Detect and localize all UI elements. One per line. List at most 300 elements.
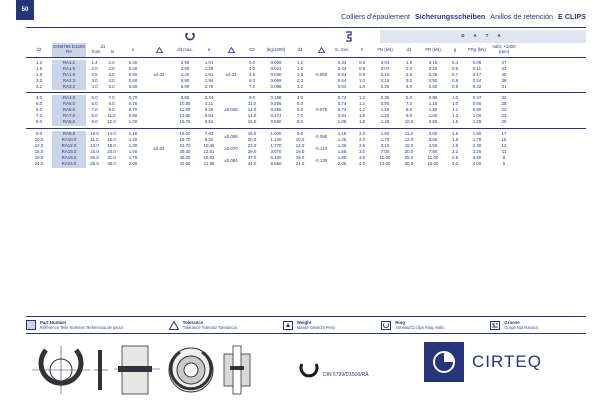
table-cell: 6.0 — [91, 101, 98, 107]
table-cell: 8.0 — [296, 119, 304, 125]
col-nabl: nabl. ×1000 (rpm) — [492, 44, 516, 54]
table-cell: 0.74 — [337, 107, 347, 113]
top-rule — [26, 27, 586, 28]
table-cell: 1.0 — [358, 83, 366, 89]
table-cell: 1.10 — [380, 107, 390, 113]
part-number-cell: RA3.2 — [62, 83, 76, 89]
tolerance-value: ±0.04 — [225, 71, 237, 77]
table-cell: 4.0 — [296, 95, 304, 101]
table-cell: 15.0 — [295, 148, 305, 154]
col-c2 — [242, 60, 262, 90]
table-cell: 0.4 — [451, 59, 459, 65]
table-cell: 1.8 — [451, 136, 459, 142]
table-cell: 15.0 — [34, 148, 44, 154]
table-cell: 1.2 — [358, 95, 366, 101]
table-cell: 25.0 — [404, 154, 414, 160]
table-cell: 2.0 — [91, 65, 98, 71]
table-cell: 47 — [501, 59, 507, 65]
table-cell: 7.0 — [108, 95, 115, 101]
col-d4max: d4 max. — [177, 46, 193, 52]
col-a — [198, 60, 220, 90]
table-cell: 1.4 — [91, 59, 98, 65]
table-cell: 28 — [501, 101, 507, 107]
col-fn — [372, 131, 398, 168]
table-cell: 42 — [501, 65, 507, 71]
table-cell: 5.0 — [108, 83, 115, 89]
col-mmin: m. min. — [334, 46, 350, 52]
table-cell: 19.0 — [295, 154, 305, 160]
table-cell: 15.0 — [404, 142, 414, 148]
table-cell: 2.5 — [108, 65, 115, 71]
col-d2 — [26, 60, 52, 90]
table-cell: 1.9 — [35, 71, 43, 77]
table-cell: 1.75 — [128, 154, 138, 160]
table-cell: 4.50 — [428, 142, 438, 148]
table-cell: 0.90 — [380, 101, 390, 107]
table-cell: 0.15 — [380, 77, 390, 83]
swatch-icon — [26, 320, 36, 330]
table-cell: 0.64 — [337, 83, 347, 89]
table-cell: 1.0 — [358, 77, 366, 83]
table-cell: 20.0 — [247, 136, 257, 142]
table-cell: 12.0 — [404, 136, 414, 142]
table-cell: 2.5 — [451, 154, 459, 160]
table-cell: 0.7 — [451, 71, 459, 77]
table-cell: 23.0 — [247, 142, 257, 148]
table-cell: 1.2 — [296, 59, 304, 65]
table-cell: 1.0 — [451, 101, 459, 107]
col-tol-d3 — [310, 43, 332, 57]
e-clip-icon — [146, 30, 234, 43]
table-cell: 24.0 — [295, 160, 305, 166]
headline — [341, 12, 586, 21]
table-cell: 30.0 — [404, 160, 414, 166]
table-cell: 7.80 — [428, 148, 438, 154]
table-cell: 3.50 — [428, 136, 438, 142]
col-d1f — [86, 95, 103, 125]
table-cell: 8.550 — [270, 160, 282, 166]
table-cell: 1.15 — [428, 101, 438, 107]
col-mmin — [332, 131, 352, 168]
table-cell: 9.0 — [296, 130, 304, 136]
assembly-side-diagram — [220, 344, 254, 396]
table-cell: 1.5 — [358, 113, 366, 119]
table-cell: 12.0 — [247, 107, 257, 113]
clip-front-diagram — [28, 344, 94, 396]
col-c2 — [242, 131, 262, 168]
table-cell: 5.0 — [35, 101, 43, 107]
table-cell: 2.0 — [108, 59, 115, 65]
table-cell: 3.10 — [380, 142, 390, 148]
table-cell: 2.05 — [337, 160, 347, 166]
col-a — [198, 131, 220, 168]
legend-tolerance: Tolerance Tolérance Toleranz Tolerancia — [169, 320, 237, 330]
table-cell: 40 — [501, 71, 507, 77]
data-header: D A T A — [380, 30, 586, 43]
table-group — [26, 58, 586, 92]
table-cell: 1.35 — [428, 107, 438, 113]
table-cell: 9.0 — [405, 113, 413, 119]
col-tol-a — [220, 43, 242, 57]
table-cell: 2.0 — [358, 130, 366, 136]
table-cell: 1.2 — [35, 59, 43, 65]
table-cell: 18.20 — [179, 130, 191, 136]
table-cell: 11.00 — [427, 154, 439, 160]
legend-bar — [26, 316, 586, 334]
table-cell: 3.00 — [428, 130, 438, 136]
tolerance-value: ±0.02 — [153, 71, 165, 77]
table-cell: 13.00 — [379, 160, 391, 166]
col-fr — [420, 60, 446, 90]
standard-label: DIN 6799/D1500/RA — [323, 372, 369, 378]
tolerance-value: ±0.058 — [224, 133, 238, 139]
table-cell: 12.0 — [295, 142, 305, 148]
table-cell: 29.0 — [247, 148, 257, 154]
table-cell: 10.45 — [203, 142, 215, 148]
tolerance-value: -0.075 — [314, 107, 328, 113]
table-cell: 1.3 — [451, 113, 459, 119]
col-fr — [420, 131, 446, 168]
table-cell: 8.0 — [405, 107, 413, 113]
tolerance-value: ±0.084 — [224, 157, 238, 163]
table-cell: 0.60 — [128, 77, 138, 83]
table-cell: 0.040 — [270, 71, 282, 77]
table-cell: 0.04 — [380, 59, 390, 65]
col-fr — [420, 95, 446, 125]
table-cell: 0.40 — [128, 65, 138, 71]
table-cell: 1.30 — [128, 142, 138, 148]
table-cell: 1.25 — [337, 136, 347, 142]
col-d1f — [86, 60, 103, 90]
part-number-cell: RA5.0 — [62, 101, 76, 107]
table-cell: 1.01 — [204, 59, 214, 65]
table-cell: 3.20 — [472, 148, 482, 154]
tolerance-cell — [220, 131, 242, 168]
table-cell: 2.0 — [405, 65, 413, 71]
table-cell: 6 — [502, 160, 506, 166]
legend-ring: Ring Anneau/Circlips Ring Anillo — [381, 320, 444, 330]
col-a: a — [207, 46, 211, 52]
weight-icon — [283, 321, 293, 330]
table-cell: 21.88 — [203, 160, 215, 166]
table-cell: 0.17 — [472, 71, 482, 77]
table-cell: 2.5 — [358, 142, 366, 148]
part-number-cell: RA24.0 — [61, 160, 77, 166]
tolerance-cell — [310, 60, 332, 90]
table-cell: 4.00 — [472, 160, 482, 166]
table-cell: 0.74 — [337, 101, 347, 107]
table-cell: 32 — [501, 95, 507, 101]
col-n — [352, 95, 372, 125]
table-cell: 6.0 — [296, 107, 304, 113]
table-cell: 1.40 — [380, 119, 390, 125]
table-cell: 7.0 — [405, 101, 413, 107]
part-number-cell: RA2.3 — [62, 77, 76, 83]
col-g — [446, 60, 464, 90]
table-cell: 0.90 — [128, 113, 138, 119]
triangle-icon — [228, 47, 235, 53]
table-cell: 0.021 — [270, 65, 282, 71]
table-cell: 0.80 — [472, 107, 482, 113]
table-cell: 1.5 — [296, 65, 304, 71]
table-cell: 1.00 — [472, 113, 482, 119]
table-cell: 6.0 — [248, 77, 256, 83]
table-cell: 0.94 — [337, 113, 347, 119]
col-tol-s — [146, 43, 172, 57]
table-cell: 6.90 — [180, 83, 190, 89]
table-cell: 6.0 — [35, 107, 43, 113]
tolerance-value: ±0.048 — [224, 107, 238, 113]
table-cell: 1.80 — [337, 154, 347, 160]
table-cell: 1.8 — [358, 119, 366, 125]
table-cell: 0.474 — [270, 113, 282, 119]
table-cell: 7.00 — [380, 148, 390, 154]
table-cell: 11.0 — [247, 101, 257, 107]
table-cell: 0.50 — [428, 77, 438, 83]
table-cell: 0.6 — [358, 59, 366, 65]
table-cell: 1.9 — [451, 142, 459, 148]
table-cell: 4.11 — [204, 101, 214, 107]
table-cell: 3.5 — [358, 154, 366, 160]
table-cell: 18.0 — [107, 142, 116, 148]
table-cell: 22.70 — [179, 142, 191, 148]
table-cell: 1.20 — [128, 136, 138, 142]
table-cell: 7.63 — [204, 130, 214, 136]
table-cell: 20 — [501, 119, 507, 125]
tolerance-cell — [310, 131, 332, 168]
groove-icon — [490, 321, 500, 330]
table-cell: 1.35 — [337, 142, 347, 148]
table-cell: 15.0 — [107, 136, 116, 142]
table-cell: 0.32 — [472, 83, 482, 89]
table-cell: 0.95 — [428, 95, 438, 101]
table-cell: 2.00 — [128, 160, 138, 166]
table-cell: 24.0 — [34, 160, 44, 166]
table-cell: 0.60 — [472, 101, 482, 107]
tolerance-value: -0.110 — [314, 145, 328, 151]
table-cell: 10.0 — [90, 130, 99, 136]
table-cell: 15.75 — [179, 119, 191, 125]
tolerance-cell — [220, 60, 242, 90]
col-s — [120, 60, 146, 90]
table-cell: 12.61 — [203, 148, 215, 154]
table-cell: 36.30 — [179, 154, 191, 160]
col-nabl — [490, 60, 518, 90]
table-cell: 0.0 — [248, 59, 256, 65]
col-kg: (kg/1000) — [266, 46, 286, 52]
table-cell: 43.50 — [179, 160, 191, 166]
col-d1: d1 from to — [91, 44, 115, 54]
table-cell: 5.0 — [296, 101, 304, 107]
table-cell: 16.0 — [247, 119, 257, 125]
table-cell: 3.0 — [91, 77, 98, 83]
col-fr: FR (kN) — [425, 46, 441, 52]
table-cell: 3.070 — [270, 148, 282, 154]
table-cell: 4.0 — [91, 83, 98, 89]
table-cell: 7.0 — [91, 107, 98, 113]
table-cell: 11.0 — [404, 130, 414, 136]
table-cell: 37.0 — [247, 154, 257, 160]
table-cell: 0.10 — [380, 71, 390, 77]
col-a — [198, 95, 220, 125]
table-cell: 0.255 — [270, 107, 282, 113]
table-cell: 3.2 — [35, 83, 43, 89]
table-cell: 9.0 — [108, 107, 115, 113]
table-cell: 1.10 — [128, 130, 138, 136]
col-d1t — [103, 60, 120, 90]
table-cell: 3.0 — [108, 71, 115, 77]
headline-es: Anillos de retención — [490, 12, 554, 21]
table-cell: 1.5 — [405, 59, 413, 65]
col-d1b — [398, 95, 420, 125]
table-cell: 0.206 — [270, 101, 282, 107]
table-cell: 8.0 — [108, 101, 115, 107]
triangle-icon — [318, 47, 325, 53]
table-cell: 2.0 — [358, 136, 366, 142]
table-cell: 8 — [502, 154, 506, 160]
table-cell: 5.84 — [204, 113, 214, 119]
table-cell: 3.0 — [358, 148, 366, 154]
table-cell: 13.0 — [90, 142, 99, 148]
tolerance-value: -0.060 — [314, 71, 328, 77]
col-s — [120, 131, 146, 168]
table-cell: 31 — [501, 83, 507, 89]
part-number-cell: RA8.0 — [62, 119, 76, 125]
table-cell: 19.70 — [179, 136, 191, 142]
table-cell: 12.0 — [107, 119, 116, 125]
table-cell: 1.05 — [337, 119, 347, 125]
table-cell: 0.35 — [428, 71, 438, 77]
table-cell: 0.47 — [472, 95, 482, 101]
part-number-cell: RA19.0 — [61, 154, 77, 160]
tolerance-value: ±0.03 — [153, 145, 165, 151]
table-cell: 8.0 — [91, 113, 98, 119]
table-cell: 0.70 — [128, 95, 138, 101]
col-c2: C2 — [249, 46, 255, 52]
table-cell: 1.0 — [451, 95, 459, 101]
table-cell: 7.0 — [296, 113, 304, 119]
col-kg — [262, 60, 290, 90]
table-cell: 1.2 — [358, 107, 366, 113]
table-cell: 0.009 — [270, 59, 282, 65]
table-cell: 3.0 — [405, 77, 413, 83]
col-fn — [372, 95, 398, 125]
page-number: 50 — [16, 0, 34, 20]
table-cell: 25.0 — [90, 160, 99, 166]
table-cell: 0.9 — [451, 83, 459, 89]
triangle-icon — [156, 47, 163, 53]
table-cell: 1.94 — [204, 77, 214, 83]
table-cell: 11 — [501, 148, 507, 154]
e-clip-side-icon — [318, 30, 380, 43]
e-clip-product-icon — [296, 360, 322, 382]
legend-part: Part Number Référence Teile Nummer Referencia de pieza — [26, 320, 123, 330]
col-d1b — [398, 60, 420, 90]
table-cell: 24.0 — [107, 148, 116, 154]
table-cell: 0.9 — [358, 71, 366, 77]
table-cell: 3.2 — [296, 83, 304, 89]
tolerance-cell — [220, 95, 242, 125]
table-cell: 0.088 — [270, 83, 282, 89]
installed-clip-diagram — [160, 344, 222, 396]
table-cell: 1.1 — [451, 107, 459, 113]
col-d2 — [26, 95, 52, 125]
table-cell: 16.0 — [90, 148, 99, 154]
col-n: n — [360, 46, 364, 52]
table-cell: 0.50 — [128, 71, 138, 77]
table-cell: 15.92 — [203, 154, 215, 160]
col-d3 — [290, 60, 310, 90]
col-ref — [52, 131, 86, 168]
table-cell: 7.0 — [35, 113, 43, 119]
col-d3: d3 — [297, 46, 303, 52]
tolerance-value: -0.090 — [314, 133, 328, 139]
col-fn: FN (kN) — [377, 46, 393, 52]
table-cell: 0.9 — [451, 77, 459, 83]
table-cell: 0.25 — [380, 83, 390, 89]
part-number-cell: RA1.9 — [62, 71, 76, 77]
table-cell: 5.26 — [204, 107, 214, 113]
table-cell: 11.80 — [179, 107, 191, 113]
table-group — [26, 93, 586, 127]
table-cell: 1.55 — [337, 148, 347, 154]
col-d2 — [26, 131, 52, 168]
col-d3 — [290, 95, 310, 125]
tolerance-cell — [146, 60, 172, 90]
table-cell: 4.0 — [248, 65, 256, 71]
table-cell: 1.6 — [451, 130, 459, 136]
col-d4 — [172, 131, 198, 168]
tolerance-cell — [146, 95, 172, 125]
table-cell: 4.40 — [180, 71, 190, 77]
part-number-cell: RA6.0 — [62, 107, 76, 113]
table-cell: 0.34 — [337, 59, 347, 65]
table-cell: 0.8 — [358, 65, 366, 71]
table-cell: 1.50 — [128, 148, 138, 154]
table-cell: 19.0 — [34, 154, 44, 160]
table-cell: 17 — [501, 130, 507, 136]
table-cell: 31.0 — [107, 154, 116, 160]
col-kg — [262, 95, 290, 125]
table-cell: 2.5 — [91, 71, 98, 77]
col-d1b: d1 — [406, 46, 412, 52]
table-cell: 9.0 — [248, 95, 256, 101]
table-cell: 38.0 — [107, 160, 116, 166]
table-cell: 1.770 — [270, 142, 282, 148]
table-cell: 10.0 — [404, 119, 414, 125]
part-number-cell: RA12.0 — [61, 142, 77, 148]
table-cell: 0.44 — [337, 65, 347, 71]
col-d4 — [172, 60, 198, 90]
col-d3 — [290, 131, 310, 168]
table-cell: 3.60 — [472, 154, 482, 160]
col-s: s — [131, 46, 135, 52]
col-d4 — [172, 95, 198, 125]
table-cell: 0.07 — [380, 65, 390, 71]
col-g — [446, 131, 464, 168]
col-d1t — [103, 95, 120, 125]
table-cell: 0.30 — [128, 59, 138, 65]
table-cell: 0.70 — [128, 107, 138, 113]
table-cell: 1.2 — [358, 101, 366, 107]
col-s — [120, 95, 146, 125]
shaft-section-diagram — [112, 344, 162, 396]
col-n — [352, 60, 372, 90]
cirteq-logo-icon — [424, 342, 464, 382]
tolerance-cell — [310, 95, 332, 125]
spec-table — [26, 30, 586, 170]
table-cell: 29.30 — [179, 148, 191, 154]
